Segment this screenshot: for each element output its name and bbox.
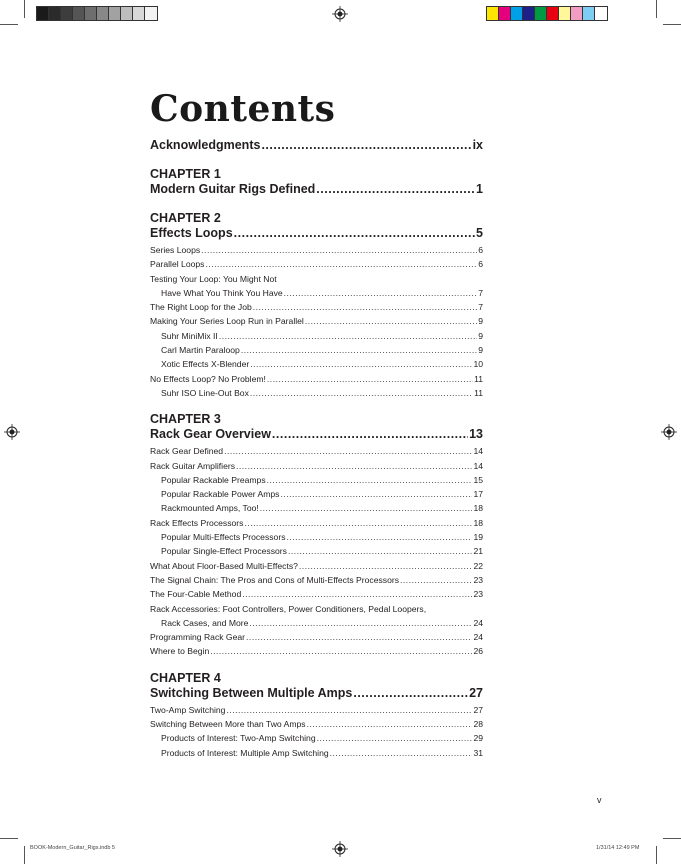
crop-mark-icon <box>0 838 18 839</box>
crop-mark-icon <box>656 0 657 18</box>
toc-entry: Rackmounted Amps, Too! ..... 18 <box>150 501 483 515</box>
crop-mark-icon <box>24 0 25 18</box>
color-swatch <box>595 7 607 20</box>
chapter-label: CHAPTER 1 <box>150 167 221 181</box>
toc-entry: Carl Martin Paraloop ..... 9 <box>150 343 483 357</box>
slug-date: 1/31/14 12:49 PM <box>596 845 640 851</box>
toc-entry: Popular Rackable Power Amps ..... 17 <box>150 487 483 501</box>
toc-entry: Where to Begin ..... 26 <box>150 644 483 658</box>
chapter-label: CHAPTER 3 <box>150 412 221 427</box>
toc-entry: Products of Interest: Two-Amp Switching ..... 29 <box>150 731 483 745</box>
color-swatch <box>499 7 511 20</box>
crop-mark-icon <box>24 846 25 864</box>
toc-entry: No Effects Loop? No Problem! ..... 11 <box>150 372 483 386</box>
toc-entry: Suhr MiniMix II ..... 9 <box>150 329 483 343</box>
crop-mark-icon <box>663 838 681 839</box>
color-swatch <box>571 7 583 20</box>
toc-entry: Parallel Loops ..... 6 <box>150 257 483 271</box>
color-swatch <box>49 7 61 20</box>
toc-entry: The Four-Cable Method ..... 23 <box>150 587 483 601</box>
crop-mark-icon <box>656 846 657 864</box>
toc-entry: Products of Interest: Multiple Amp Switching ..... 31 <box>150 746 483 760</box>
grayscale-bar <box>36 6 158 21</box>
toc-entry: Have What You Think You Have ..... 7 <box>150 286 483 300</box>
registration-mark-right-icon <box>661 424 677 440</box>
color-swatch <box>511 7 523 20</box>
chapter-title: Effects Loops ..... 5 <box>150 226 483 243</box>
toc-entry: Popular Rackable Preamps ..... 15 <box>150 473 483 487</box>
toc-entry: The Signal Chain: The Pros and Cons of Multi-Effects Processors ..... 23 <box>150 573 483 587</box>
toc-chapters <box>150 155 483 760</box>
color-swatch <box>547 7 559 20</box>
toc-entry: Series Loops ..... 6 <box>150 243 483 257</box>
toc-entry: Popular Multi-Effects Processors ..... 19 <box>150 530 483 544</box>
chapter-label: CHAPTER 4 <box>150 670 221 685</box>
color-swatch <box>145 7 157 20</box>
color-swatch <box>37 7 49 20</box>
toc-entry: Popular Single-Effect Processors ..... 21 <box>150 544 483 558</box>
color-swatch <box>559 7 571 20</box>
toc-entry: What About Floor-Based Multi-Effects? ..... 22 <box>150 559 483 573</box>
color-swatch <box>535 7 547 20</box>
toc-entry: Rack Gear Defined ..... 14 <box>150 444 483 458</box>
toc-entry: Two-Amp Switching ..... 27 <box>150 703 483 717</box>
color-swatch <box>133 7 145 20</box>
toc-entry: Programming Rack Gear ..... 24 <box>150 630 483 644</box>
color-swatch <box>583 7 595 20</box>
toc-entry: Switching Between More than Two Amps ..... 28 <box>150 717 483 731</box>
toc-entry: The Right Loop for the Job ..... 7 <box>150 300 483 314</box>
toc-entry: Rack Accessories: Foot Controllers, Power Conditioners, Pedal Loopers, <box>150 603 427 614</box>
color-swatch <box>109 7 121 20</box>
toc-entry: Making Your Series Loop Run in Parallel ..... 9 <box>150 314 483 328</box>
toc-entry: Rack Guitar Amplifiers ..... 14 <box>150 459 483 473</box>
chapter-label: CHAPTER 2 <box>150 211 221 225</box>
registration-mark-bottom-icon <box>332 841 348 857</box>
color-swatch <box>487 7 499 20</box>
table-of-contents <box>150 138 483 760</box>
page-title: Contents <box>150 88 336 130</box>
slug-file: BOOK-Modern_Guitar_Rigs.indb 5 <box>30 845 115 851</box>
toc-entry: Xotic Effects X-Blender ..... 10 <box>150 357 483 371</box>
toc-entry: Testing Your Loop: You Might Not <box>150 273 277 284</box>
registration-mark-left-icon <box>4 424 20 440</box>
toc-entry: Rack Cases, and More ..... 24 <box>150 616 483 630</box>
crop-mark-icon <box>0 24 18 25</box>
color-swatch <box>523 7 535 20</box>
color-bar <box>486 6 608 21</box>
color-swatch <box>121 7 133 20</box>
color-swatch <box>61 7 73 20</box>
color-swatch <box>85 7 97 20</box>
toc-front-matter: Acknowledgments ..... ix <box>150 138 483 155</box>
chapter-title: Rack Gear Overview ..... 13 <box>150 427 483 444</box>
page-number: v <box>597 795 602 805</box>
crop-mark-icon <box>663 24 681 25</box>
chapter-title: Switching Between Multiple Amps ..... 27 <box>150 686 483 703</box>
chapter-title: Modern Guitar Rigs Defined ..... 1 <box>150 182 483 199</box>
color-swatch <box>73 7 85 20</box>
toc-entry: Suhr ISO Line-Out Box ..... 11 <box>150 386 483 400</box>
registration-mark-top-icon <box>332 6 348 22</box>
toc-entry: Rack Effects Processors ..... 18 <box>150 516 483 530</box>
color-swatch <box>97 7 109 20</box>
